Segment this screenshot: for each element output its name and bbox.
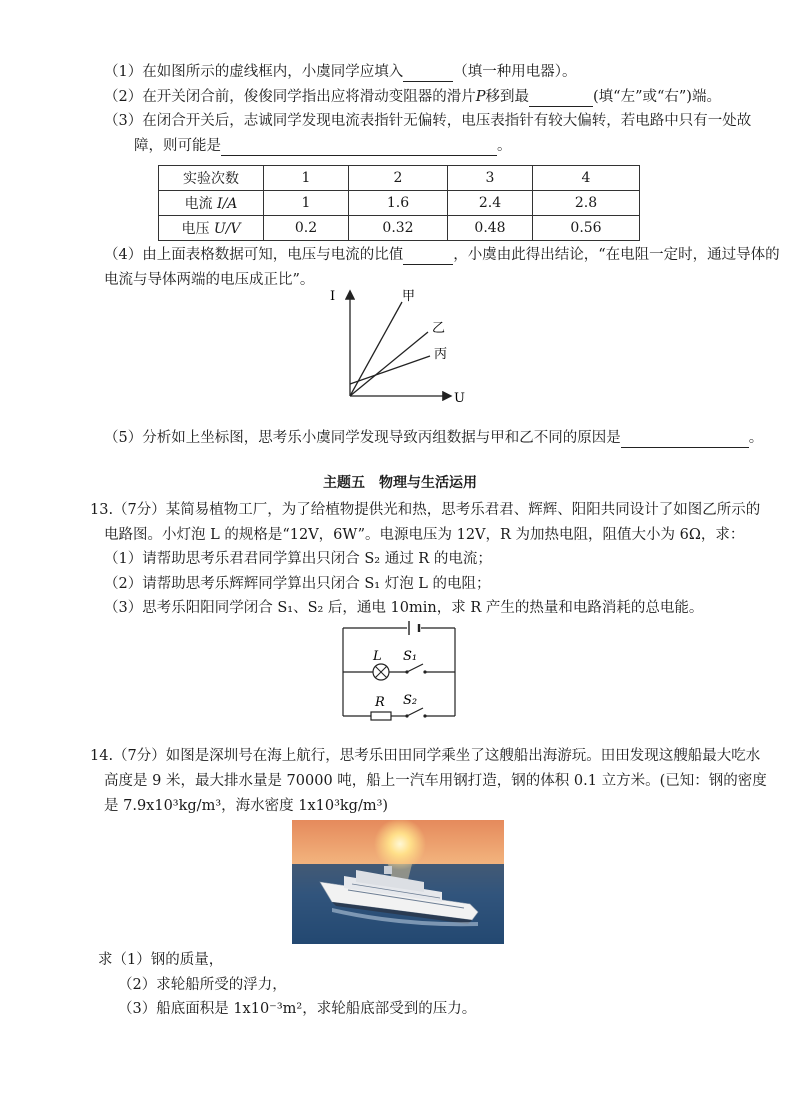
switch-contact <box>423 714 426 717</box>
switch-contact <box>405 714 408 717</box>
iu-graph <box>320 286 470 410</box>
q12-part4-line2: 电流与导体两端的电压成正比”。 <box>104 272 315 288</box>
q12-part3-line1: （3）在闭合开关后，志诚同学发现电流表指针无偏转，电压表指针有较大偏转，若电路中只有一处故 <box>104 113 752 129</box>
q14-line1: 14.（7分）如图是深圳号在海上航行，思考乐田田同学乘坐了这艘船出海游玩。田田发现这艘船最大吃水 <box>90 748 761 764</box>
table-cell: 0.32 <box>349 216 448 241</box>
circuit-diagram <box>335 618 465 722</box>
table-row-label: 电流 I/A <box>159 191 264 216</box>
table-header: 3 <box>448 166 533 191</box>
table-cell: 0.48 <box>448 216 533 241</box>
switch-contact <box>423 670 426 673</box>
data-table <box>158 165 640 241</box>
sun <box>374 820 426 870</box>
table-cell: 0.2 <box>264 216 349 241</box>
table-cell: 2.8 <box>533 191 640 216</box>
answer-blank <box>221 139 497 156</box>
q14-line2: 高度是 9 米，最大排水量是 70000 吨，船上一汽车用钢打造，钢的体积 0.1 立方米。(已知：钢的密度 <box>104 773 767 789</box>
battery-icon <box>409 621 419 635</box>
q12-part1: （1）在如图所示的虚线框内，小虞同学应填入 （填一种用电器）。 <box>104 64 577 80</box>
q14-ask2: （2）求轮船所受的浮力， <box>118 977 287 993</box>
line-yi <box>350 332 428 396</box>
switch-contact <box>405 670 408 673</box>
table-row <box>159 216 640 241</box>
table-cell: 1 <box>264 191 349 216</box>
label-yi: 乙 <box>432 321 446 336</box>
q12-part4-line1: （4）由上面表格数据可知，电压与电流的比值 ，小虞由此得出结论，“在电阻一定时，通过导体的 <box>104 247 780 263</box>
label-bing: 丙 <box>434 347 448 362</box>
table-header: 1 <box>264 166 349 191</box>
answer-blank <box>403 248 453 265</box>
q13-sub3: （3）思考乐阳阳同学闭合 S₁、S₂ 后，通电 10min，求 R 产生的热量和电路消耗的总电能。 <box>104 600 704 616</box>
lamp-label: L <box>373 649 382 664</box>
q12-part3-line2: 障，则可能是 。 <box>134 138 512 154</box>
q12-part2: （2）在开关闭合前，俊俊同学指出应将滑动变阻器的滑片P移到最 (填“左”或“右”)端。 <box>104 89 721 105</box>
table-cell: 2.4 <box>448 191 533 216</box>
table-header: 4 <box>533 166 640 191</box>
x-axis-label: U <box>454 391 465 406</box>
q13-sub2: （2）请帮助思考乐辉辉同学算出只闭合 S₁ 灯泡 L 的电阻； <box>104 576 491 592</box>
lamp-icon <box>373 664 389 680</box>
y-axis-label: I <box>330 289 336 304</box>
resistor-label: R <box>375 695 385 710</box>
table-cell: 1.6 <box>349 191 448 216</box>
q14-ask1: 求（1）钢的质量， <box>98 952 224 968</box>
table-row <box>159 191 640 216</box>
q13-intro-line1: 13.（7分）某简易植物工厂，为了给植物提供光和热，思考乐君君、辉辉、阳阳共同设计了如图乙所示的 <box>90 502 761 518</box>
switch2-label: S₂ <box>403 693 418 708</box>
table-row-label: 电压 U/V <box>159 216 264 241</box>
resistor-icon <box>371 712 391 720</box>
q14-line3: 是 7.9x10³kg/m³，海水密度 1x10³kg/m³) <box>104 798 389 814</box>
cruise-ship-photo <box>292 820 504 944</box>
line-bing <box>350 356 430 384</box>
table-header: 2 <box>349 166 448 191</box>
q12-part5: （5）分析如上坐标图，思考乐小虞同学发现导致丙组数据与甲和乙不同的原因是 。 <box>104 430 764 446</box>
table-row <box>159 166 640 191</box>
answer-blank <box>403 65 453 82</box>
table-header: 实验次数 <box>159 166 264 191</box>
switch1-label: S₁ <box>403 649 418 664</box>
q13-sub1: （1）请帮助思考乐君君同学算出只闭合 S₂ 通过 R 的电流； <box>104 551 492 567</box>
q13-intro-line2: 电路图。小灯泡 L 的规格是“12V，6W”。电源电压为 12V，R 为加热电阻，阻值大小为 6Ω，求： <box>104 527 745 543</box>
answer-blank <box>529 90 593 107</box>
answer-blank <box>621 431 749 448</box>
topic-heading: 主题五 物理与生活运用 <box>323 475 477 491</box>
label-jia: 甲 <box>402 289 416 304</box>
q14-ask3: （3）船底面积是 1x10⁻³m²，求轮船底部受到的压力。 <box>118 1001 477 1017</box>
table-cell: 0.56 <box>533 216 640 241</box>
